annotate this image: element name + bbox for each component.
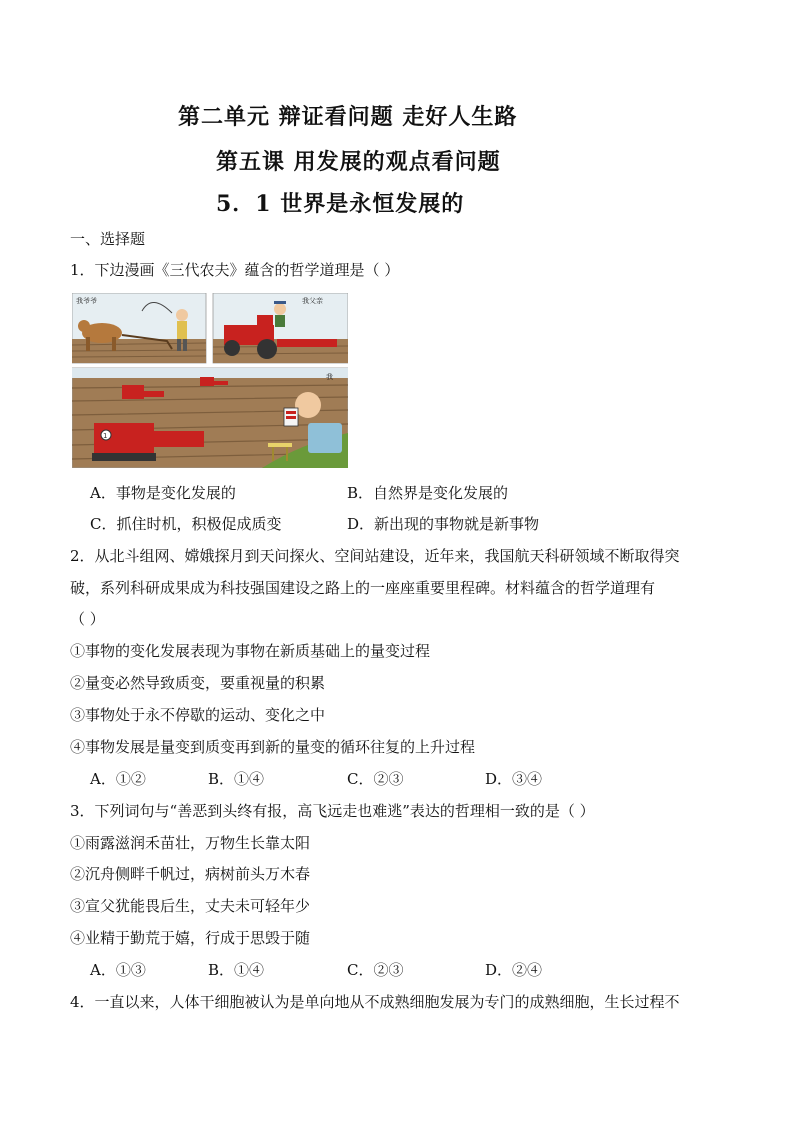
q1-option-a[interactable]: A．事物是变化发展的 <box>90 484 236 502</box>
three-generations-farmer-cartoon <box>72 293 348 468</box>
cartoon-panel-me <box>72 368 348 468</box>
q2-stem-line-1: 2．从北斗组网、嫦娥探月到天问探火、空间站建设，近年来，我国航天科研领域不断取得突 <box>70 547 680 565</box>
cartoon-label-me: 我 <box>326 373 333 381</box>
q3-option-a[interactable]: A．①③ <box>90 961 146 979</box>
q3-stem: 3．下列词句与“善恶到头终有报，高飞远走也难逃”表达的哲理相一致的是（ ） <box>70 802 595 820</box>
q2-item-1: ①事物的变化发展表现为事物在新质基础上的量变过程 <box>70 642 431 660</box>
q3-item-3: ③宣父犹能畏后生，丈夫未可轻年少 <box>70 897 311 915</box>
q2-item-3: ③事物处于永不停歇的运动、变化之中 <box>70 706 326 724</box>
lesson-title: 第五课 用发展的观点看问题 <box>216 149 501 175</box>
q1-option-c[interactable]: C．抓住时机，积极促成质变 <box>90 515 282 533</box>
cartoon-panel-grandpa <box>72 293 206 363</box>
q2-option-b[interactable]: B．①④ <box>208 770 265 788</box>
section-title: 5．1 世界是永恒发展的 <box>216 191 465 217</box>
cartoon-panel-father <box>213 293 348 363</box>
q1-option-d[interactable]: D．新出现的事物就是新事物 <box>347 515 540 533</box>
q1-stem: 1．下边漫画《三代农夫》蕴含的哲学道理是（ ） <box>70 261 400 279</box>
section-heading: 一、选择题 <box>70 230 146 248</box>
q3-option-c[interactable]: C．②③ <box>347 961 404 979</box>
unit-title: 第二单元 辩证看问题 走好人生路 <box>178 104 518 130</box>
q2-stem-line-2: 破，系列科研成果成为科技强国建设之路上的一座座重要里程碑。材料蕴含的哲学道理有 <box>70 579 656 597</box>
q1-option-b[interactable]: B．自然界是变化发展的 <box>347 484 509 502</box>
q2-stem-line-3: （ ） <box>70 610 105 628</box>
q3-item-2: ②沉舟侧畔千帆过，病树前头万木春 <box>70 865 311 883</box>
q3-option-d[interactable]: D．②④ <box>485 961 543 979</box>
q2-option-a[interactable]: A．①② <box>90 770 146 788</box>
q2-option-c[interactable]: C．②③ <box>347 770 404 788</box>
q2-option-d[interactable]: D．③④ <box>485 770 543 788</box>
q4-stem-line-1: 4．一直以来，人体干细胞被认为是单向地从不成熟细胞发展为专门的成熟细胞，生长过程不 <box>70 993 680 1011</box>
q3-option-b[interactable]: B．①④ <box>208 961 265 979</box>
svg-text:1: 1 <box>103 432 108 440</box>
cartoon-label-father: 我父亲 <box>302 297 323 305</box>
q2-item-4: ④事物发展是量变到质变再到新的量变的循环往复的上升过程 <box>70 738 476 756</box>
q3-item-1: ①雨露滋润禾苗壮，万物生长靠太阳 <box>70 834 311 852</box>
cartoon-label-grandpa: 我爷爷 <box>76 297 97 305</box>
q2-item-2: ②量变必然导致质变，要重视量的积累 <box>70 674 326 692</box>
q3-item-4: ④业精于勤荒于嬉，行成于思毁于随 <box>70 929 311 947</box>
